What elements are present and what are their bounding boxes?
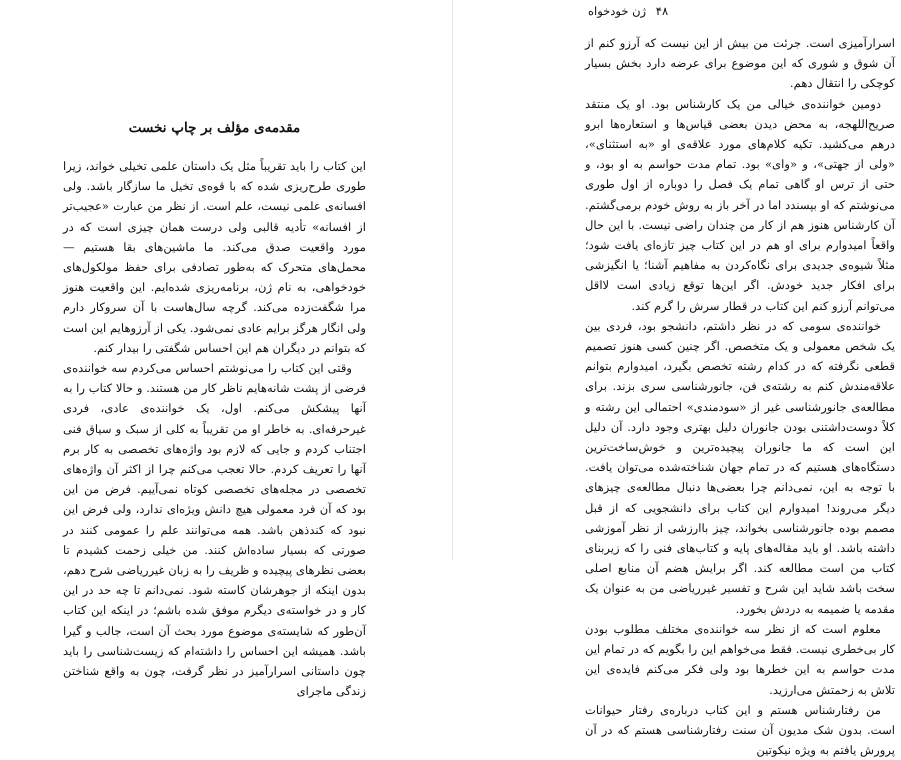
paragraph: وقتی این کتاب را می‌نوشتم احساس می‌کردم سه خواننده‌ی فرضی از پشت شانه‌هایم ناظر کار من هستند. و حالا کتاب را به آنها پیشکش می‌کنم. اول، یک خواننده‌ی عادی، فردی غیرحرفه‌ای. به خاطر او من تقریباً به کلی از سبک و سیاق فنی اجتناب کردم و جایی که لازم بود واژه‌های تخصصی به کار برم آنها را تعریف کردم. حالا تعجب می‌کنم چرا از اکثر آن واژه‌های تخصصی در مجله‌های تخصصی کوتاه نمی‌آییم. فرض من این بود که آن فرد معمولی هیچ دانش ویژه‌ای ندارد، ولی فرض این نبود که کندذهن باشد. همه می‌توانند علم را عمومی کنند در صورتی که بسیار ساده‌اش کنند. من خیلی زحمت کشیدم تا بعضی نظرهای پیچیده و ظریف را به زبان غیرریاضی شرح دهم، بدون اینکه از جوهرشان کاسته شود. نمی‌دانم تا چه حد در این کار و در خواسته‌ی دیگرم موفق شده باشم؛ در اینکه این کتاب آن‌طور که شایسته‌ی موضوع مورد بحث آن است، جالب و گیرا باشد. همیشه این احساس را داشته‌ام که زیست‌شناسی را باید چون داستانی اسرارآمیز در نظر گرفت، چون به واقع شناختن زندگی ماجرای (63, 361, 366, 699)
paragraph: اسرارآمیزی است. جرئت من بیش از این نیست که آرزو کنم از آن شوق و شوری که این موضوع برای عرضه دارد بخش بسیار کوچکی را انتقال دهم. (585, 36, 895, 91)
paragraph: خواننده‌ی سومی که در نظر داشتم، دانشجو بود، فردی بین یک شخص معمولی و یک متخصص. اگر چنین کسی هنوز تصمیم قطعی نگرفته که در کدام رشته تخصص بگیرد، امیدوارم بتوانم علاقه‌مندش کنم به رشته‌ی فن، جانورشناسی سری بزند. برای مطالعه‌ی جانورشناسی غیر از «سودمندی» احتمالی این رشته و کلاً دوست‌داشتنی بودن جانوران دلیل بهتری وجود دارد. آن دلیل این است که ما جانوران پیچیده‌ترین و خوش‌ساخت‌ترین دستگاه‌های هستیم که در تمام جهان شناخته‌شده می‌توان یافت. با توجه به این، نمی‌دانم چرا بعضی‌ها دنبال مطالعه‌ی چیزهای دیگر می‌روند! امیدوارم این کتاب برای دانشجویی که از قبل مصمم بوده جانورشناسی بخواند، چیز باارزشی از نظر آموزشی داشته باشد. او باید مقاله‌های پایه و کتاب‌های فنی را که زیربنای کتاب من است مطالعه کند. اگر برایش هضم آن منابع اصلی سخت باشد شاید این شرح و تفسیر غیرریاضی من به عنوان یک مقدمه یا ضمیمه به دردش بخورد. (585, 318, 895, 616)
right-page (455, 0, 901, 758)
running-title: ژن خودخواه (588, 4, 647, 18)
page-header (588, 4, 668, 18)
paragraph: معلوم است که از نظر سه خواننده‌ی مختلف مطلوب بودن کار بی‌خطری نیست. فقط می‌خواهم این را بگویم که در تمام این مدت حواسم به این خطرها بود ولی فکر می‌کنم فایده‌ی این تلاش به زحمتش می‌ارزید. (585, 621, 895, 697)
paragraph: من رفتارشناس هستم و این کتاب درباره‌ی رفتار حیوانات است. بدون شک مدیون آن سنت رفتارشناسی هستم که در آن پرورش یافتم به ویژه نیکوتین (585, 702, 895, 758)
left-page (0, 0, 455, 699)
paragraph: این کتاب را باید تقریباً مثل یک داستان علمی تخیلی خواند، زیرا طوری طرح‌ریزی شده که با قوه‌ی تخیل ما سازگار باشد. ولی افسانه‌ی علمی نیست، علم است. از نظر من عبارت «عجیب‌تر از افسانه» تأدیه قالبی ولی درست همان چیزی است که در مورد واقعیت صدق می‌کند. ما ماشین‌های بقا هستیم — محمل‌های متحرک که به‌طور تصادفی برای حفظ مولکول‌های خودخواهی، به نام ژن، برنامه‌ریزی شده‌ایم. این واقعیت هنوز مرا شگفت‌زده می‌کند. گرچه سال‌هاست با آن سروکار دارم ولی انگار هرگز برایم عادی نمی‌شود. یکی از آرزوهایم این است که بتوانم در دیگران هم این احساس شگفتی را بیدار کنم. (63, 159, 366, 355)
right-page-body (585, 33, 895, 760)
left-page-body (63, 156, 366, 701)
paragraph: دومین خواننده‌ی خیالی من یک کارشناس بود. او یک منتقد صریح‌اللهجه، به محض دیدن بعضی قیاس‌ها و استعاره‌ها ابرو درهم می‌کشید. تکیه کلام‌های مورد علاقه‌ی او «به استثنای»، «ولی از جهتی»، و «وای» بود. تمام مدت حواسم به او بود، و حتی از ترس او گاهی تمام یک فصل را دوباره از اول طوری می‌نوشتم که او بپسندد اما در آخر باز به روش خودم برمی‌گشتم. آن کارشناس هنوز هم از کار من چندان راضی نیست. با این حال واقعاً امیدوارم برای او هم در این کتاب چیز تازه‌ای یافت شود؛ مثلاً شیوه‌ی جدیدی برای نگاه‌کردن به مفاهیم آشنا؛ یا انگیزشی برای افکار جدید خودش. اگر این‌ها توقع زیادی است لااقل می‌توانم آرزو کنم این کتاب در قطار سرش را گرم کند. (585, 96, 895, 313)
preface-heading: مقدمه‌ی مؤلف بر چاپ نخست (128, 120, 301, 136)
page-number: ۴۸ (655, 4, 669, 18)
